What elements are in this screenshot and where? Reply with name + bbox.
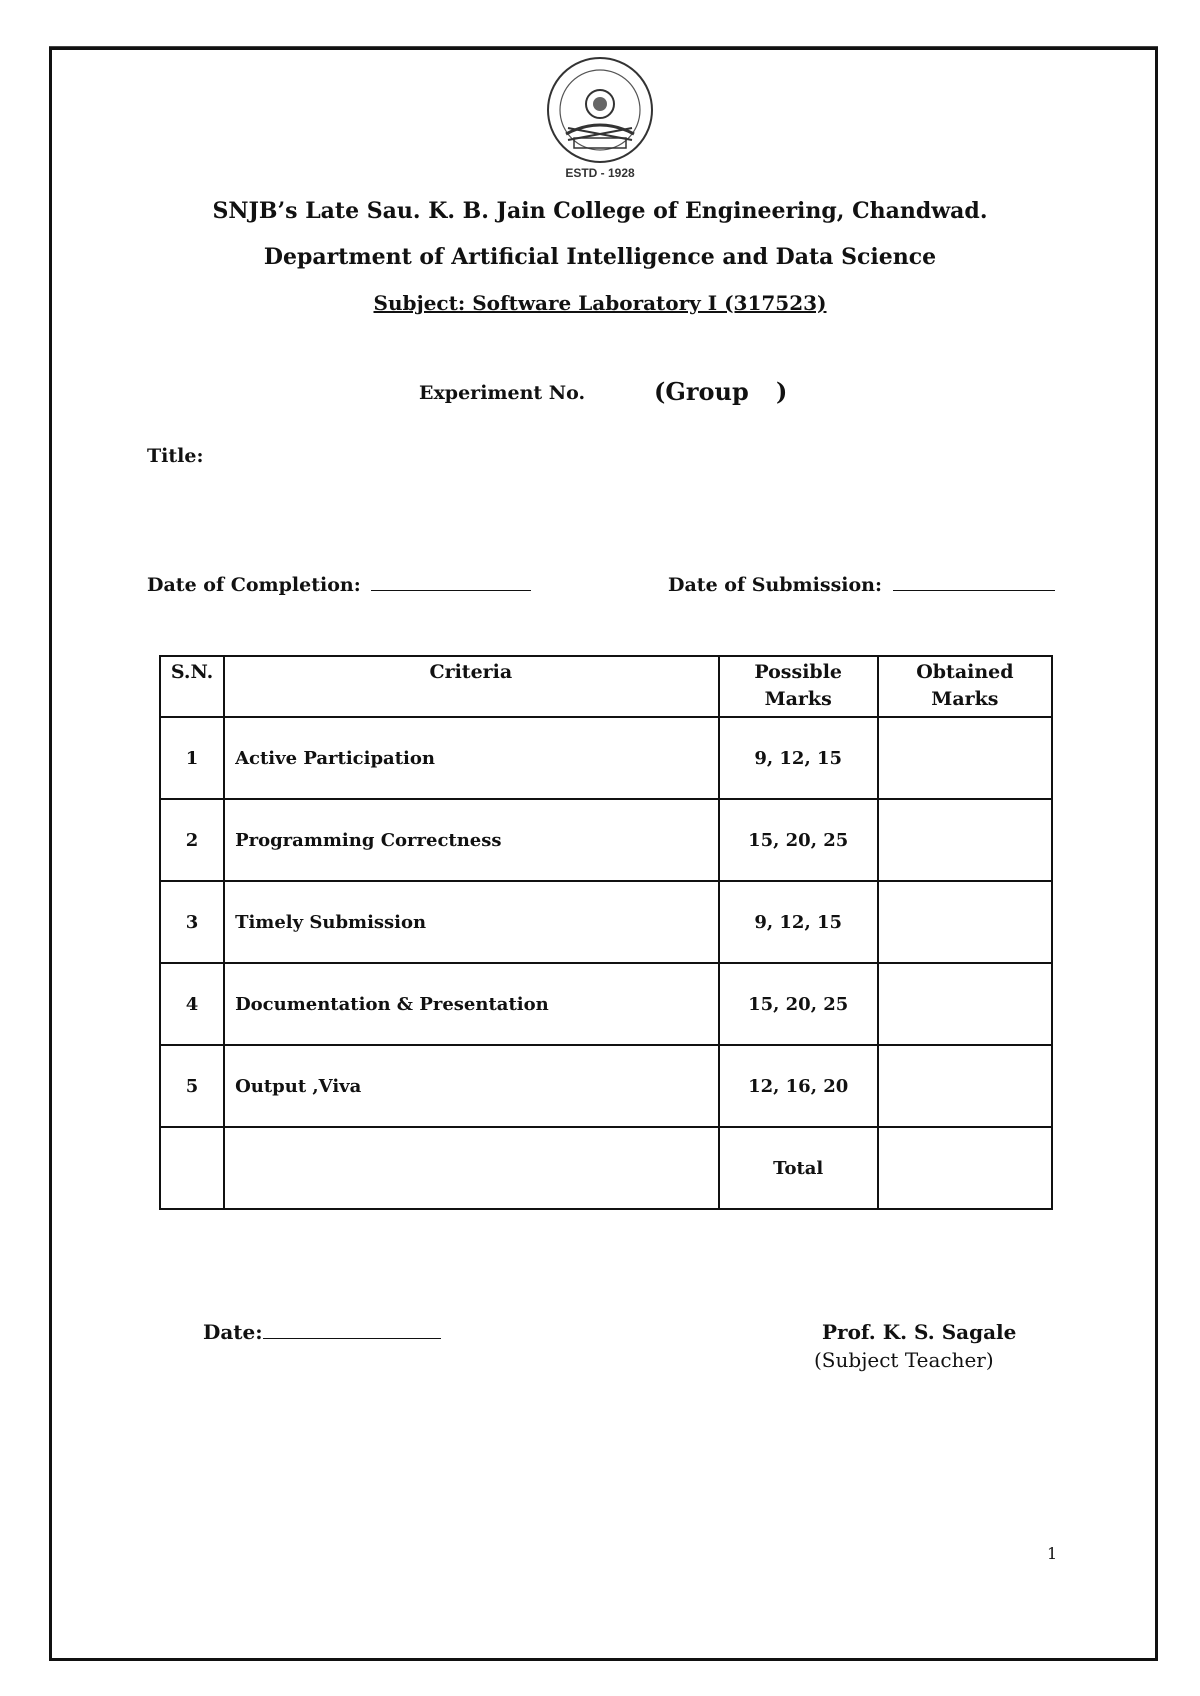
table-row (160, 717, 1052, 799)
row-obtained-marks (878, 963, 1052, 1045)
total-label: Total (719, 1127, 878, 1209)
row-possible-marks: 9, 12, 15 (719, 881, 878, 963)
signature-date-blank (263, 1320, 441, 1339)
group-label: (Group (654, 377, 749, 406)
date-of-submission-label: Date of Submission: (668, 574, 882, 596)
table-row (160, 881, 1052, 963)
marks-table (159, 655, 1053, 1210)
header-possible-marks: Possible Marks (719, 656, 878, 717)
teacher-role: (Subject Teacher) (814, 1348, 994, 1372)
row-sn: 4 (160, 963, 224, 1045)
row-possible-marks: 15, 20, 25 (719, 799, 878, 881)
total-row-sn (160, 1127, 224, 1209)
row-obtained-marks (878, 1045, 1052, 1127)
row-possible-marks: 9, 12, 15 (719, 717, 878, 799)
table-header-row (160, 656, 1052, 717)
date-of-completion-blank (371, 572, 531, 591)
logo-estd-text: ESTD - 1928 (565, 166, 635, 180)
row-criteria: Programming Correctness (224, 799, 719, 881)
teacher-name: Prof. K. S. Sagale (822, 1320, 1017, 1344)
experiment-number-label: Experiment No. (419, 382, 586, 404)
date-of-completion-label: Date of Completion: (147, 574, 361, 596)
row-criteria: Output ,Viva (224, 1045, 719, 1127)
row-obtained-marks (878, 717, 1052, 799)
header-obtained-marks: Obtained Marks (878, 656, 1052, 717)
date-of-submission-blank (893, 572, 1055, 591)
page-number: 1 (1047, 1544, 1058, 1563)
row-possible-marks: 12, 16, 20 (719, 1045, 878, 1127)
signature-date (203, 1320, 441, 1344)
row-obtained-marks (878, 799, 1052, 881)
header-criteria: Criteria (224, 656, 719, 717)
table-row (160, 799, 1052, 881)
title-label: Title: (147, 445, 204, 467)
row-criteria: Timely Submission (224, 881, 719, 963)
row-criteria: Documentation & Presentation (224, 963, 719, 1045)
total-row-criteria (224, 1127, 719, 1209)
department-name: Department of Artificial Intelligence and Data Science (263, 244, 937, 270)
row-sn: 1 (160, 717, 224, 799)
date-of-submission (668, 572, 1055, 596)
table-row (160, 963, 1052, 1045)
total-row (160, 1127, 1052, 1209)
date-of-completion (147, 572, 531, 596)
row-sn: 2 (160, 799, 224, 881)
table-row (160, 1045, 1052, 1127)
college-logo (538, 56, 662, 180)
signature-date-label: Date: (203, 1320, 263, 1344)
row-obtained-marks (878, 881, 1052, 963)
row-sn: 3 (160, 881, 224, 963)
row-possible-marks: 15, 20, 25 (719, 963, 878, 1045)
subject-title: Subject: Software Laboratory I (317523) (373, 291, 827, 315)
row-sn: 5 (160, 1045, 224, 1127)
total-obtained-marks (878, 1127, 1052, 1209)
group-close-paren: ) (776, 377, 788, 406)
header-sn: S.N. (160, 656, 224, 717)
college-name: SNJB’s Late Sau. K. B. Jain College of Engineering, Chandwad. (212, 198, 988, 224)
row-criteria: Active Participation (224, 717, 719, 799)
